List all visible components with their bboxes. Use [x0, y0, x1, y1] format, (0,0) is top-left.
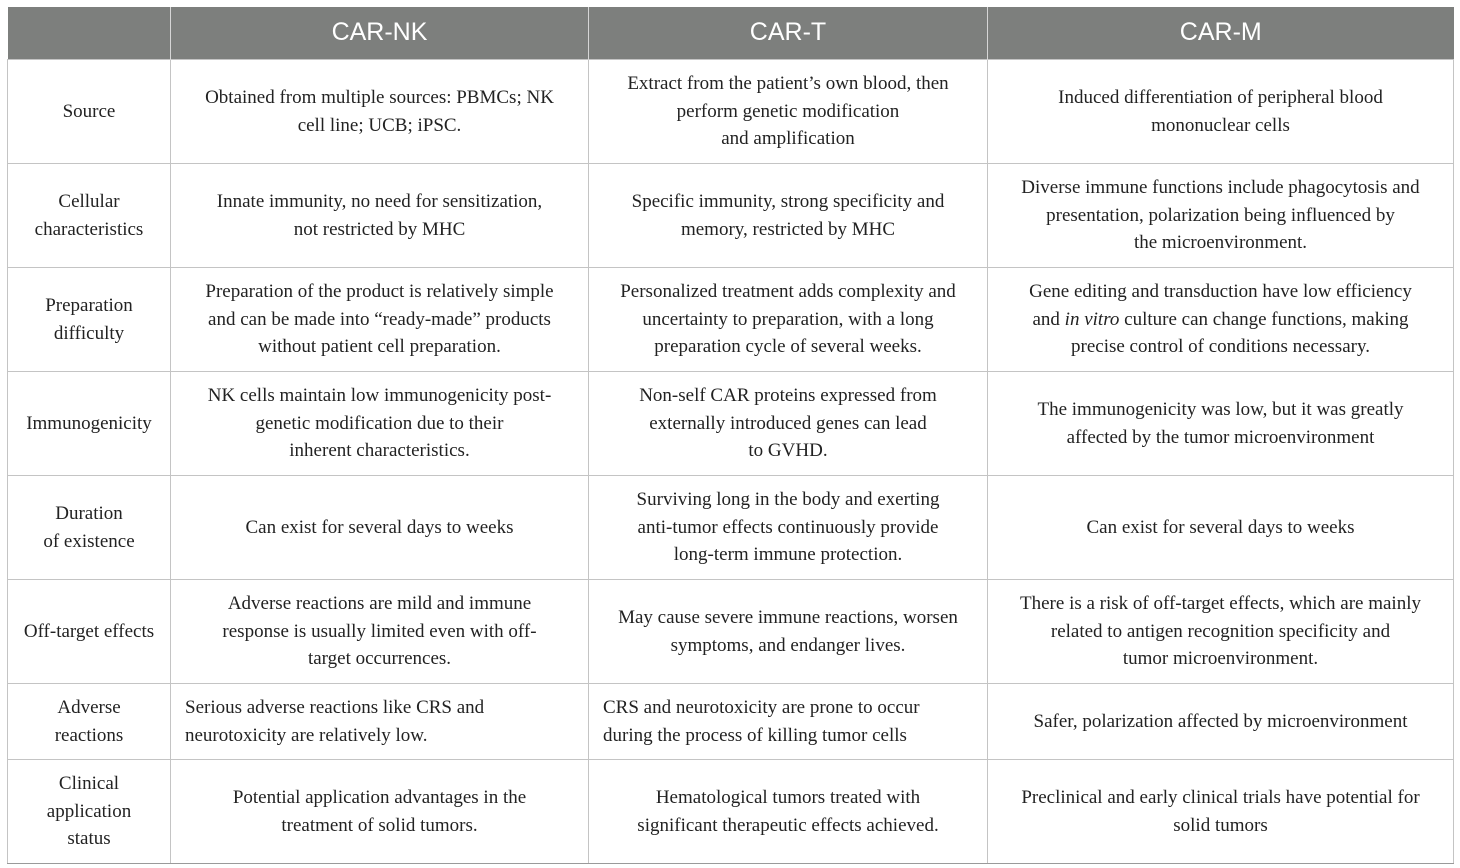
cell-line: Preclinical and early clinical trials have potential for — [1021, 787, 1420, 808]
cell-car-m — [988, 760, 1454, 864]
text-fragment: culture can change functions, making — [1124, 308, 1409, 330]
cell-line: mononuclear cells — [1151, 114, 1290, 136]
cell-line: externally introduced genes can lead — [649, 412, 927, 434]
row-label-off-target-effects — [8, 580, 171, 684]
table-row — [8, 476, 1454, 580]
cell-car-m — [988, 580, 1454, 684]
cell-line: and amplification — [721, 128, 855, 150]
cell-line: without patient cell preparation. — [258, 336, 501, 358]
cell-line: status — [67, 828, 111, 850]
cell-line: Cellular — [58, 191, 120, 212]
cell-line: NK cells maintain low immunogenicity post- — [207, 385, 552, 407]
cell-line: Gene editing and transduction have low efficiency — [1029, 281, 1412, 303]
cell-line: Can exist for several days to weeks — [245, 516, 514, 538]
cell-car-nk — [171, 476, 589, 580]
cell-line: neurotoxicity are relatively low. — [185, 724, 428, 746]
cell-line: and can be made into “ready-made” products — [208, 308, 551, 330]
cell-line: affected by the tumor microenvironment — [1066, 426, 1375, 448]
cell-car-t — [589, 684, 988, 760]
cell-line: Clinical — [58, 773, 120, 795]
cell-line: perform genetic modification — [676, 100, 900, 122]
cell-line: genetic modification due to their — [255, 412, 504, 434]
cell-car-m — [988, 684, 1454, 760]
table-row — [8, 268, 1454, 372]
table-row — [8, 372, 1454, 476]
cell-car-t — [589, 60, 988, 164]
cell-car-t — [589, 268, 988, 372]
cell-car-m — [988, 268, 1454, 372]
cell-car-t — [589, 476, 988, 580]
cell-line: Obtained from multiple sources: PBMCs; NK — [205, 87, 554, 108]
cell-line: Safer, polarization affected by microenvironment — [1033, 710, 1408, 732]
cell-car-nk — [171, 372, 589, 476]
cell-line: tumor microenvironment. — [1122, 648, 1319, 670]
cell-line: There is a risk of off-target effects, which are mainly — [1020, 593, 1421, 615]
row-label-cellular-characteristics — [8, 164, 171, 268]
table-row — [8, 164, 1454, 268]
header-corner — [8, 7, 171, 60]
cell-car-nk — [171, 580, 589, 684]
cell-car-nk — [171, 760, 589, 864]
cell-line: Specific immunity, strong specificity and — [631, 191, 945, 212]
row-label-clinical-application-status — [8, 760, 171, 864]
cell-line: Adverse reactions are mild and immune — [227, 593, 532, 615]
cell-line: presentation, polarization being influenced by — [1046, 204, 1395, 226]
row-label-source — [8, 60, 171, 164]
cell-line: difficulty — [53, 322, 125, 344]
cell-car-t — [589, 760, 988, 864]
cell-line: Non-self CAR proteins expressed from — [639, 385, 937, 407]
cell-line: May cause severe immune reactions, worsen — [618, 607, 958, 628]
table-row — [8, 684, 1454, 760]
cell-line: Immunogenicity — [26, 412, 152, 434]
cell-line: cell line; UCB; iPSC. — [297, 114, 462, 136]
cell-car-m — [988, 372, 1454, 476]
cell-car-m — [988, 164, 1454, 268]
table-body — [8, 60, 1454, 864]
cell-car-m — [988, 476, 1454, 580]
cell-line: Preparation — [45, 295, 133, 316]
cell-car-t — [589, 580, 988, 684]
cell-line: inherent characteristics. — [289, 440, 470, 462]
cell-line: precise control of conditions necessary. — [1071, 336, 1370, 358]
cell-line: Personalized treatment adds complexity and — [620, 281, 956, 303]
header-car-t: CAR-T — [589, 7, 988, 60]
cell-line: Serious adverse reactions like CRS and — [185, 697, 485, 718]
table-row — [8, 60, 1454, 164]
cell-line: not restricted by MHC — [293, 218, 466, 240]
row-label-duration-of-existence — [8, 476, 171, 580]
cell-line: Surviving long in the body and exerting — [636, 489, 940, 511]
cell-line: memory, restricted by MHC — [680, 218, 896, 240]
cell-line: Potential application advantages in the — [232, 787, 527, 808]
cell-line: related to antigen recognition specificity and — [1050, 620, 1391, 642]
cell-line: long-term immune protection. — [673, 544, 903, 566]
cell-line: Can exist for several days to weeks — [1086, 516, 1355, 538]
row-label-adverse-reactions — [8, 684, 171, 760]
cell-line: uncertainty to preparation, with a long — [642, 308, 934, 330]
cell-car-t — [589, 164, 988, 268]
cell-line-mixed — [1000, 306, 1441, 334]
cell-line: Source — [62, 100, 116, 122]
cell-line: solid tumors — [1173, 814, 1268, 836]
cell-car-m — [988, 60, 1454, 164]
cell-line: response is usually limited even with off- — [222, 620, 537, 642]
header-row — [8, 7, 1454, 60]
table-row — [8, 580, 1454, 684]
cell-line: to GVHD. — [748, 440, 828, 462]
cell-car-t — [589, 372, 988, 476]
cell-line: Off-target effects — [23, 620, 155, 642]
cell-line: application — [46, 800, 132, 822]
cell-line: of existence — [43, 530, 135, 552]
row-label-immunogenicity — [8, 372, 171, 476]
cell-line: treatment of solid tumors. — [281, 814, 478, 836]
cell-line: anti-tumor effects continuously provide — [637, 516, 939, 538]
text-fragment: and — [1032, 308, 1065, 330]
cell-line: Duration — [55, 503, 123, 524]
cell-line: The immunogenicity was low, but it was greatly — [1037, 399, 1404, 420]
italic-term: in vitro — [1064, 308, 1120, 330]
table-row — [8, 760, 1454, 864]
cell-line: target occurrences. — [307, 648, 452, 670]
cell-line: Extract from the patient’s own blood, then — [627, 73, 949, 95]
row-label-preparation-difficulty — [8, 268, 171, 372]
cell-line: characteristics — [34, 218, 144, 240]
cell-line: CRS and neurotoxicity are prone to occur — [603, 697, 920, 718]
table-header — [8, 7, 1454, 60]
header-car-nk: CAR-NK — [171, 7, 589, 60]
cell-line: Diverse immune functions include phagocytosis and — [1021, 177, 1420, 199]
cell-line: preparation cycle of several weeks. — [654, 336, 922, 358]
cell-line: the microenvironment. — [1133, 232, 1308, 254]
cell-line: Preparation of the product is relatively simple — [205, 281, 554, 303]
cell-car-nk — [171, 164, 589, 268]
comparison-table — [7, 7, 1454, 864]
cell-line: significant therapeutic effects achieved. — [637, 814, 939, 836]
cell-car-nk — [171, 60, 589, 164]
cell-line: during the process of killing tumor cells — [603, 724, 907, 746]
cell-line: Induced differentiation of peripheral blood — [1058, 87, 1383, 108]
cell-car-nk — [171, 268, 589, 372]
cell-line: reactions — [54, 724, 124, 746]
cell-line: Adverse — [57, 697, 121, 718]
cell-line: symptoms, and endanger lives. — [670, 634, 906, 656]
cell-line: Innate immunity, no need for sensitization, — [216, 191, 543, 212]
header-car-m: CAR-M — [988, 7, 1454, 60]
cell-line: Hematological tumors treated with — [655, 787, 921, 808]
cell-car-nk — [171, 684, 589, 760]
